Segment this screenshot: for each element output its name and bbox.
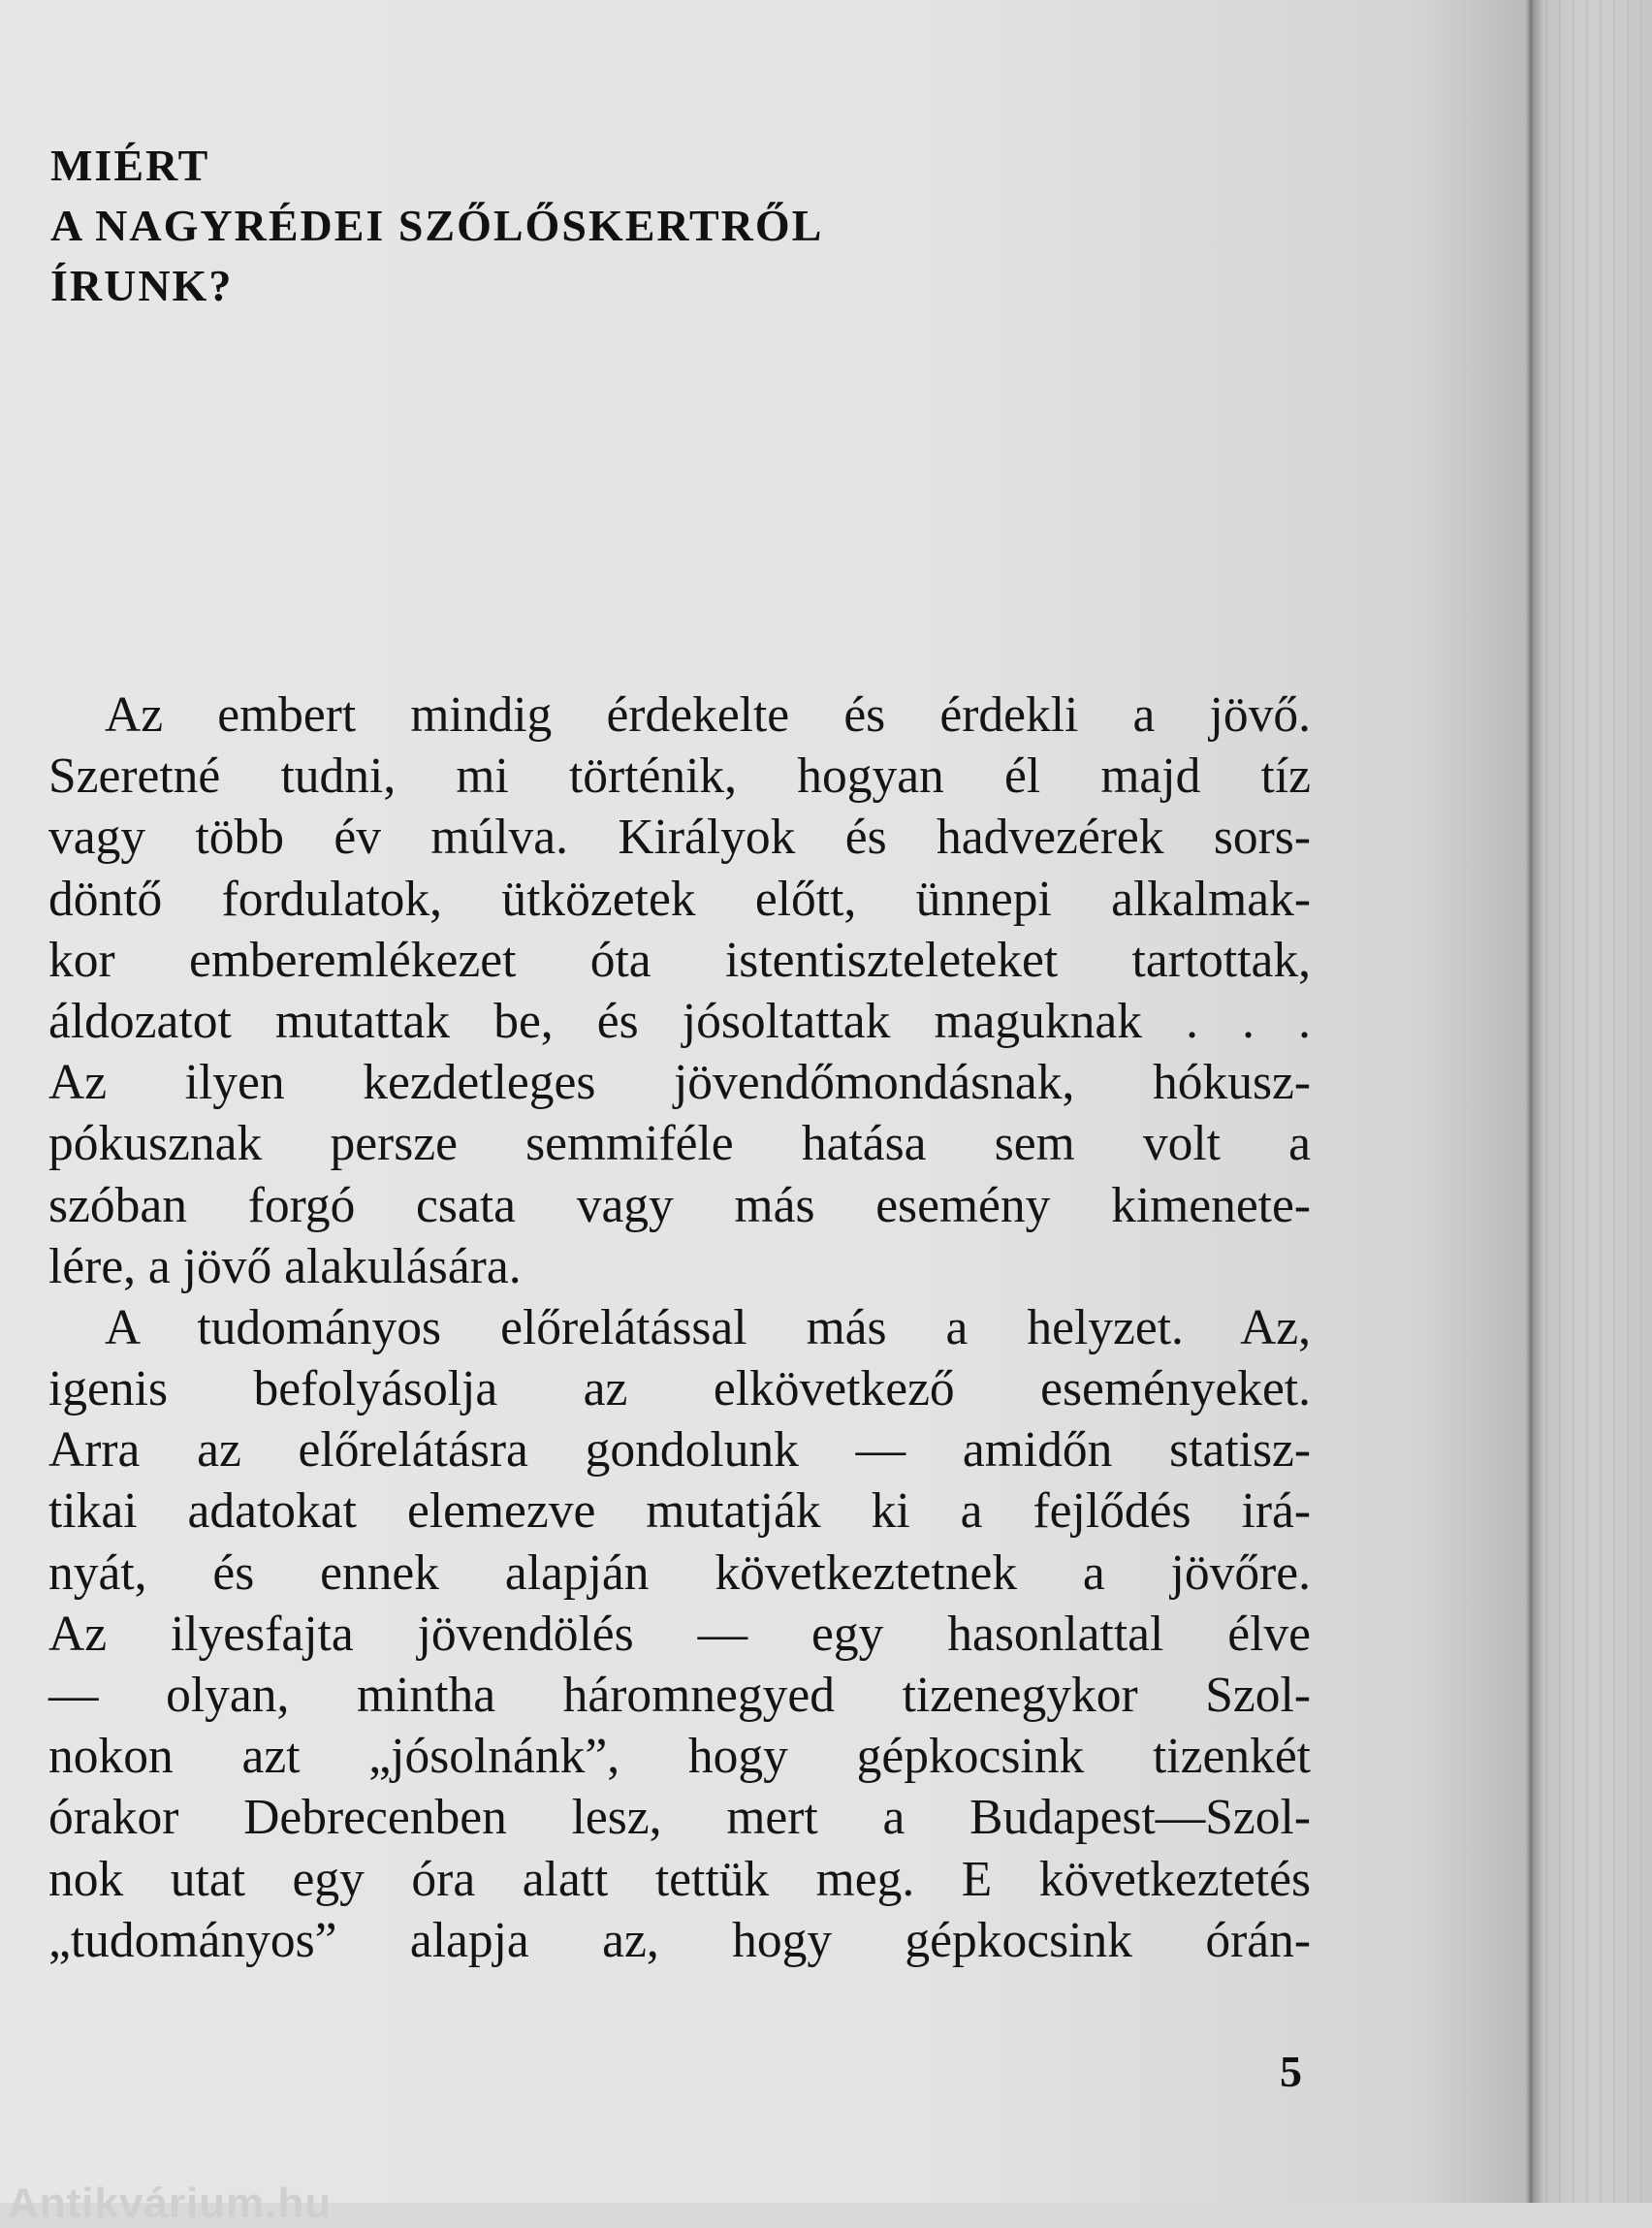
text-line: — olyan, mintha háromnegyed tizenegykor Szol-	[48, 1668, 1311, 1723]
text-line: tikai adatokat elemezve mutatják ki a fejlődés irá-	[48, 1483, 1311, 1540]
text-line: Az ilyen kezdetleges jövendőmondásnak, hókusz-	[48, 1055, 1311, 1111]
text-line: vagy több év múlva. Királyok és hadvezérek sors-	[48, 810, 1311, 866]
page-number: 5	[1280, 2047, 1302, 2096]
text-line: „tudományos” alapja az, hogy gépkocsink órán-	[48, 1912, 1311, 1968]
heading-line-2: A NAGYRÉDEI SZŐLŐSKERTRŐL	[50, 201, 824, 250]
text-line: Az ilyesfajta jövendölés — egy hasonlattal élve	[48, 1606, 1311, 1662]
text-line: áldozatot mutattak be, és jósoltattak maguknak . . .	[48, 993, 1311, 1049]
chapter-heading	[50, 136, 823, 316]
body-text	[48, 684, 1311, 1971]
text-line: szóban forgó csata vagy más esemény kimenete-	[48, 1177, 1311, 1233]
heading-line-3: ÍRUNK?	[50, 261, 234, 310]
text-line: kor emberemlékezet óta istentiszteleteket tartottak,	[48, 932, 1311, 988]
text-line: órakor Debrecenben lesz, mert a Budapest—Szol-	[48, 1790, 1311, 1846]
text-line: döntő fordulatok, ütközetek előtt, ünnepi alkalmak-	[48, 871, 1311, 927]
text-line: A tudományos előrelátással más a helyzet. Az,	[105, 1299, 1311, 1355]
text-line: nokon azt „jósolnánk”, hogy gépkocsink tizenkét	[48, 1729, 1311, 1785]
text-line: igenis befolyásolja az elkövetkező eseményeket.	[48, 1361, 1311, 1417]
text-line: nok utat egy óra alatt tettük meg. E következtetés	[48, 1851, 1311, 1907]
text-line: nyát, és ennek alapján következtetnek a jövőre.	[48, 1544, 1311, 1601]
text-line: Az embert mindig érdekelte és érdekli a jövő.	[105, 687, 1311, 743]
book-spine	[1532, 0, 1652, 2203]
watermark: Antikvárium.hu	[8, 2180, 333, 2227]
heading-line-1: MIÉRT	[50, 141, 210, 190]
text-line: Szeretné tudni, mi történik, hogyan él majd tíz	[48, 748, 1311, 805]
text-line: Arra az előrelátásra gondolunk — amidőn statisz-	[48, 1422, 1311, 1479]
text-line: pókusznak persze semmiféle hatása sem volt a	[48, 1116, 1311, 1172]
text-line: lére, a jövő alakulására.	[48, 1238, 522, 1294]
